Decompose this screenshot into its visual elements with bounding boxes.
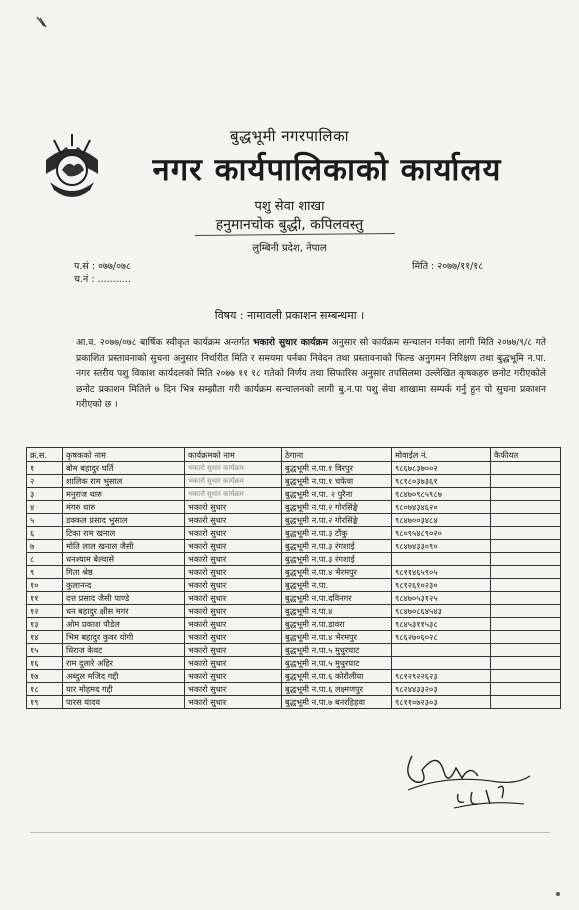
body-part-1: आ.व. २०७७/०७८ बार्षिक स्वीकृत कार्यक्रम अन्तर्गत [76, 337, 253, 348]
cell-sn: ११ [27, 592, 63, 605]
cell-sn: ५ [27, 514, 63, 527]
cell-program: भकारो सुधार [185, 657, 282, 670]
cell-address: बुद्धभूमी न.पा.१ विरपुर [282, 462, 392, 475]
cell-address: बुद्धभूमी न.पा.४ भैरमपुर [282, 631, 392, 644]
cell-address: बुद्धभूमी न.पा.७ बनरहिहवा [282, 696, 392, 709]
cell-address: बुद्धभूमी न.पा. २ पुरैना [282, 488, 392, 501]
header-farmer-name: कृषकको नाम [63, 448, 185, 462]
province-name: लुम्बिनी प्रदेश, नेपाल [252, 243, 327, 254]
cell-sn: १४ [27, 631, 63, 644]
table-header-row [27, 448, 561, 462]
cell-program: भकारो सुधार [185, 579, 282, 592]
cell-address: बुद्धभूमी न.पा.३ रंगशाई [282, 540, 392, 553]
cell-remarks [491, 566, 561, 579]
cell-address: बुद्धभूमी न.पा.५ मुधुरघाट [282, 657, 392, 670]
staple-mark-icon [34, 14, 56, 36]
cell-program: भकारो सुधार [185, 540, 282, 553]
branch-name: पशु सेवा शाखा [254, 199, 325, 214]
cell-mobile: ९८१८०३७३६१ [392, 475, 491, 488]
table-row [27, 605, 561, 618]
cell-remarks [491, 540, 561, 553]
cell-name: मोति लाल खनाल जैसी [63, 540, 185, 553]
cell-name: धनश्याम बेल्वासे [63, 553, 185, 566]
cell-mobile: ९८४७०९८५९८७ [392, 488, 491, 501]
cell-address: बुद्धभूमी न.पा.दविनगर [282, 592, 392, 605]
cell-sn: ४ [27, 501, 63, 514]
cell-remarks [491, 644, 561, 657]
cell-program: भकारो सुधार [185, 514, 282, 527]
table-row [27, 475, 561, 488]
cell-sn: १३ [27, 618, 63, 631]
cell-remarks [491, 605, 561, 618]
cell-address: बुद्धभूमी न.पा.१ चफेवा [282, 475, 392, 488]
cell-name: कुलानन्द [63, 579, 185, 592]
cell-program: भकारो सुधार [185, 631, 282, 644]
header-program-name: कार्यक्रमको नाम [185, 448, 282, 462]
cell-sn: १९ [27, 696, 63, 709]
cell-name: यार मोहमद गद्दी [63, 683, 185, 696]
cell-program: भकारो सुधार [185, 501, 282, 514]
cell-address: बुद्धभूमी न.पा.५ मुधुरघाट [282, 644, 392, 657]
cell-address: बुद्धभूमी न.पा.३ रंगशाई [282, 553, 392, 566]
table-row [27, 592, 561, 605]
cell-name: शालिक राम भुसाल [63, 475, 185, 488]
cell-name: धिराज केवट [63, 644, 185, 657]
table-row [27, 683, 561, 696]
letter-number: प.सं : ०७७/०७८ [74, 261, 131, 272]
cell-remarks [491, 501, 561, 514]
cell-name: राम दुलारे अहिर [63, 657, 185, 670]
cell-remarks [491, 553, 561, 566]
cell-program: भकारो सुधार [185, 696, 282, 709]
cell-sn: २ [27, 475, 63, 488]
cell-sn: ३ [27, 488, 63, 501]
cell-name: मनुराज थारु [63, 488, 185, 501]
cell-program: भकारो सुधार [185, 553, 282, 566]
cell-name: पारस यादव [63, 696, 185, 709]
cell-mobile: ९८०९५४८९०२० [392, 527, 491, 540]
cell-program: भकारो सुधार [185, 605, 282, 618]
cell-address: बुद्धभूमी न.पा.२ गोरसिंङ्घे [282, 514, 392, 527]
cell-mobile: ९८२४४३३२०३ [392, 683, 491, 696]
cell-remarks [491, 696, 561, 709]
cell-remarks [491, 462, 561, 475]
cell-remarks [491, 670, 561, 683]
header-address: ठेगाना [282, 448, 392, 462]
cell-sn: ७ [27, 540, 63, 553]
cell-mobile [392, 553, 491, 566]
cell-mobile: ९८६२७०६०२८ [392, 631, 491, 644]
cell-mobile: ९८०७४३४६२० [392, 501, 491, 514]
cell-sn: १ [27, 462, 63, 475]
cell-mobile: ९८४७४३३०९० [392, 540, 491, 553]
cell-remarks [491, 488, 561, 501]
municipality-name: बुद्धभूमी नगरपालिका [230, 127, 349, 145]
table-row [27, 644, 561, 657]
cell-name: ओम प्रकाश पौडेल [63, 618, 185, 631]
cell-name: गिता श्रेष्ठ [63, 566, 185, 579]
cell-remarks [491, 618, 561, 631]
table-row [27, 488, 561, 501]
bottom-divider [30, 832, 550, 833]
table-row [27, 462, 561, 475]
table-row [27, 501, 561, 514]
cell-sn: १५ [27, 644, 63, 657]
cell-name: बोम बहादुर घर्ति [63, 462, 185, 475]
cell-address: बुद्धभूमी न.पा.डावरा [282, 618, 392, 631]
cell-mobile: ९८४५३११५३८ [392, 618, 491, 631]
cell-name: भिम बहादुर कुवर योगी [63, 631, 185, 644]
office-title: नगर कार्यपालिकाको कार्यालय [152, 152, 502, 188]
cell-sn: ८ [27, 553, 63, 566]
cell-mobile: ९८११४६५९०५ [392, 566, 491, 579]
cell-program: भकारो सुधार कार्यक्रम [185, 475, 282, 488]
table-row [27, 540, 561, 553]
cell-remarks [491, 527, 561, 540]
cell-mobile: ९८४७०५३१२५ [392, 592, 491, 605]
cell-remarks [491, 475, 561, 488]
cell-name: धन बहादुर क्षीस मगर [63, 605, 185, 618]
cell-remarks [491, 683, 561, 696]
header-remarks: कैफीयत [491, 448, 561, 462]
table-row [27, 553, 561, 566]
subject-line: विषय : नामावली प्रकाशन सम्बन्धमा । [214, 309, 365, 322]
cell-program: भकारो सुधार [185, 670, 282, 683]
cell-remarks [491, 514, 561, 527]
cell-sn: १८ [27, 683, 63, 696]
cell-mobile: ९८६७८३७००२ [392, 462, 491, 475]
cell-sn: १० [27, 579, 63, 592]
cell-sn: १७ [27, 670, 63, 683]
cell-address: बुद्धभूमी न.पा.३ टौंकु [282, 527, 392, 540]
cell-mobile [392, 657, 491, 670]
program-name: भकारो सुधार कार्यक्रम [252, 337, 329, 348]
dispatch-number: च.नं : ........... [74, 274, 131, 285]
cell-name: डक्कल प्रसाद भुसाल [63, 514, 185, 527]
notice-body [76, 335, 546, 413]
cell-program: भकारो सुधार कार्यक्रम [185, 488, 282, 501]
cell-mobile: ९८४७००३४८४ [392, 514, 491, 527]
cell-program: भकारो सुधार [185, 592, 282, 605]
cell-name: मंगरु थारु [63, 501, 185, 514]
table-row [27, 670, 561, 683]
cell-sn: १२ [27, 605, 63, 618]
table-row [27, 631, 561, 644]
cell-program: भकारो सुधार [185, 527, 282, 540]
cell-remarks [491, 631, 561, 644]
cell-sn: ९ [27, 566, 63, 579]
table-row [27, 566, 561, 579]
cell-sn: ६ [27, 527, 63, 540]
table-row [27, 527, 561, 540]
cell-name: अब्दुल मजिद गद्दी [63, 670, 185, 683]
cell-program: भकारो सुधार [185, 683, 282, 696]
office-address: हनुमानचोक बुद्धी, कपिलवस्तु [215, 217, 364, 233]
cell-remarks [491, 592, 561, 605]
table-row [27, 514, 561, 527]
cell-address: बुद्धभूमी न.पा.२ गोरसिंङ्घे [282, 501, 392, 514]
cell-address: बुद्धभूमी न.पा.६ लक्ष्मणपुर [282, 683, 392, 696]
cell-program: भकारो सुधार [185, 618, 282, 631]
cell-program: भकारो सुधार [185, 644, 282, 657]
header-sn: क्र.स. [27, 448, 63, 462]
header-mobile: मोवाईल नं. [392, 448, 491, 462]
scan-speck [556, 892, 560, 896]
body-part-2: अनुसार सो कार्यक्रम सन्चालन गर्नका लागी मिति २०७७/९/८ गते प्रकाशित प्रस्तावनाको सुचना अनुसार निर्धारीत मिति र समयमा पर्नका निवेदन तथा प्रस्तावनाको फिल्ड अनुगमन निरिक्षण तथा बुद्धभूमि न.पा. नगर स्तरीय पशु विकाश कार्यदलको मिति २०७७ ११ १८ गतेको निर्णय तथा सिफारिस अनुसार तपसिलमा उल्लेखित कृषकहरु छनोट गरीएकोले छनोट प्रकाशन मितिले ७ दिन भित्र सम्झौता गरी कार्यक्रम सन्चालनको लागी बु.न.पा पशु सेवा शाखामा सम्पर्क गर्नु हुन यो सुचना प्रकाशन गरीएको छ । [76, 337, 546, 411]
cell-remarks [491, 579, 561, 592]
cell-mobile: ९८१२६१०२३० [392, 579, 491, 592]
table-row [27, 657, 561, 670]
cell-name: टिका राम खनाल [63, 527, 185, 540]
cell-mobile: ९८११०७२३०३ [392, 696, 491, 709]
cell-name: दत्त प्रसाद जैसी पाण्डे [63, 592, 185, 605]
cell-address: बुद्धभूमी न.पा.४ [282, 605, 392, 618]
cell-program: भकारो सुधार [185, 566, 282, 579]
cell-sn: १६ [27, 657, 63, 670]
cell-address: बुद्धभूमी न.पा.४ भैरमपुर [282, 566, 392, 579]
cell-mobile: ९८४७०८६४५४३ [392, 605, 491, 618]
table-row [27, 696, 561, 709]
handwritten-signature [398, 742, 538, 812]
cell-address: बुद्धभूमी न.पा.६ कोरौलीया [282, 670, 392, 683]
table-row [27, 579, 561, 592]
cell-address: बुद्धभूमी न.पा. [282, 579, 392, 592]
letter-date: मिति : २०७७/११/१८ [412, 261, 484, 272]
cell-program: भकारो सुधार कार्यक्रम [185, 462, 282, 475]
table-row [27, 618, 561, 631]
cell-mobile: ९८१२९२२६२३ [392, 670, 491, 683]
cell-remarks [491, 657, 561, 670]
farmer-table [26, 447, 561, 709]
cell-mobile [392, 644, 491, 657]
